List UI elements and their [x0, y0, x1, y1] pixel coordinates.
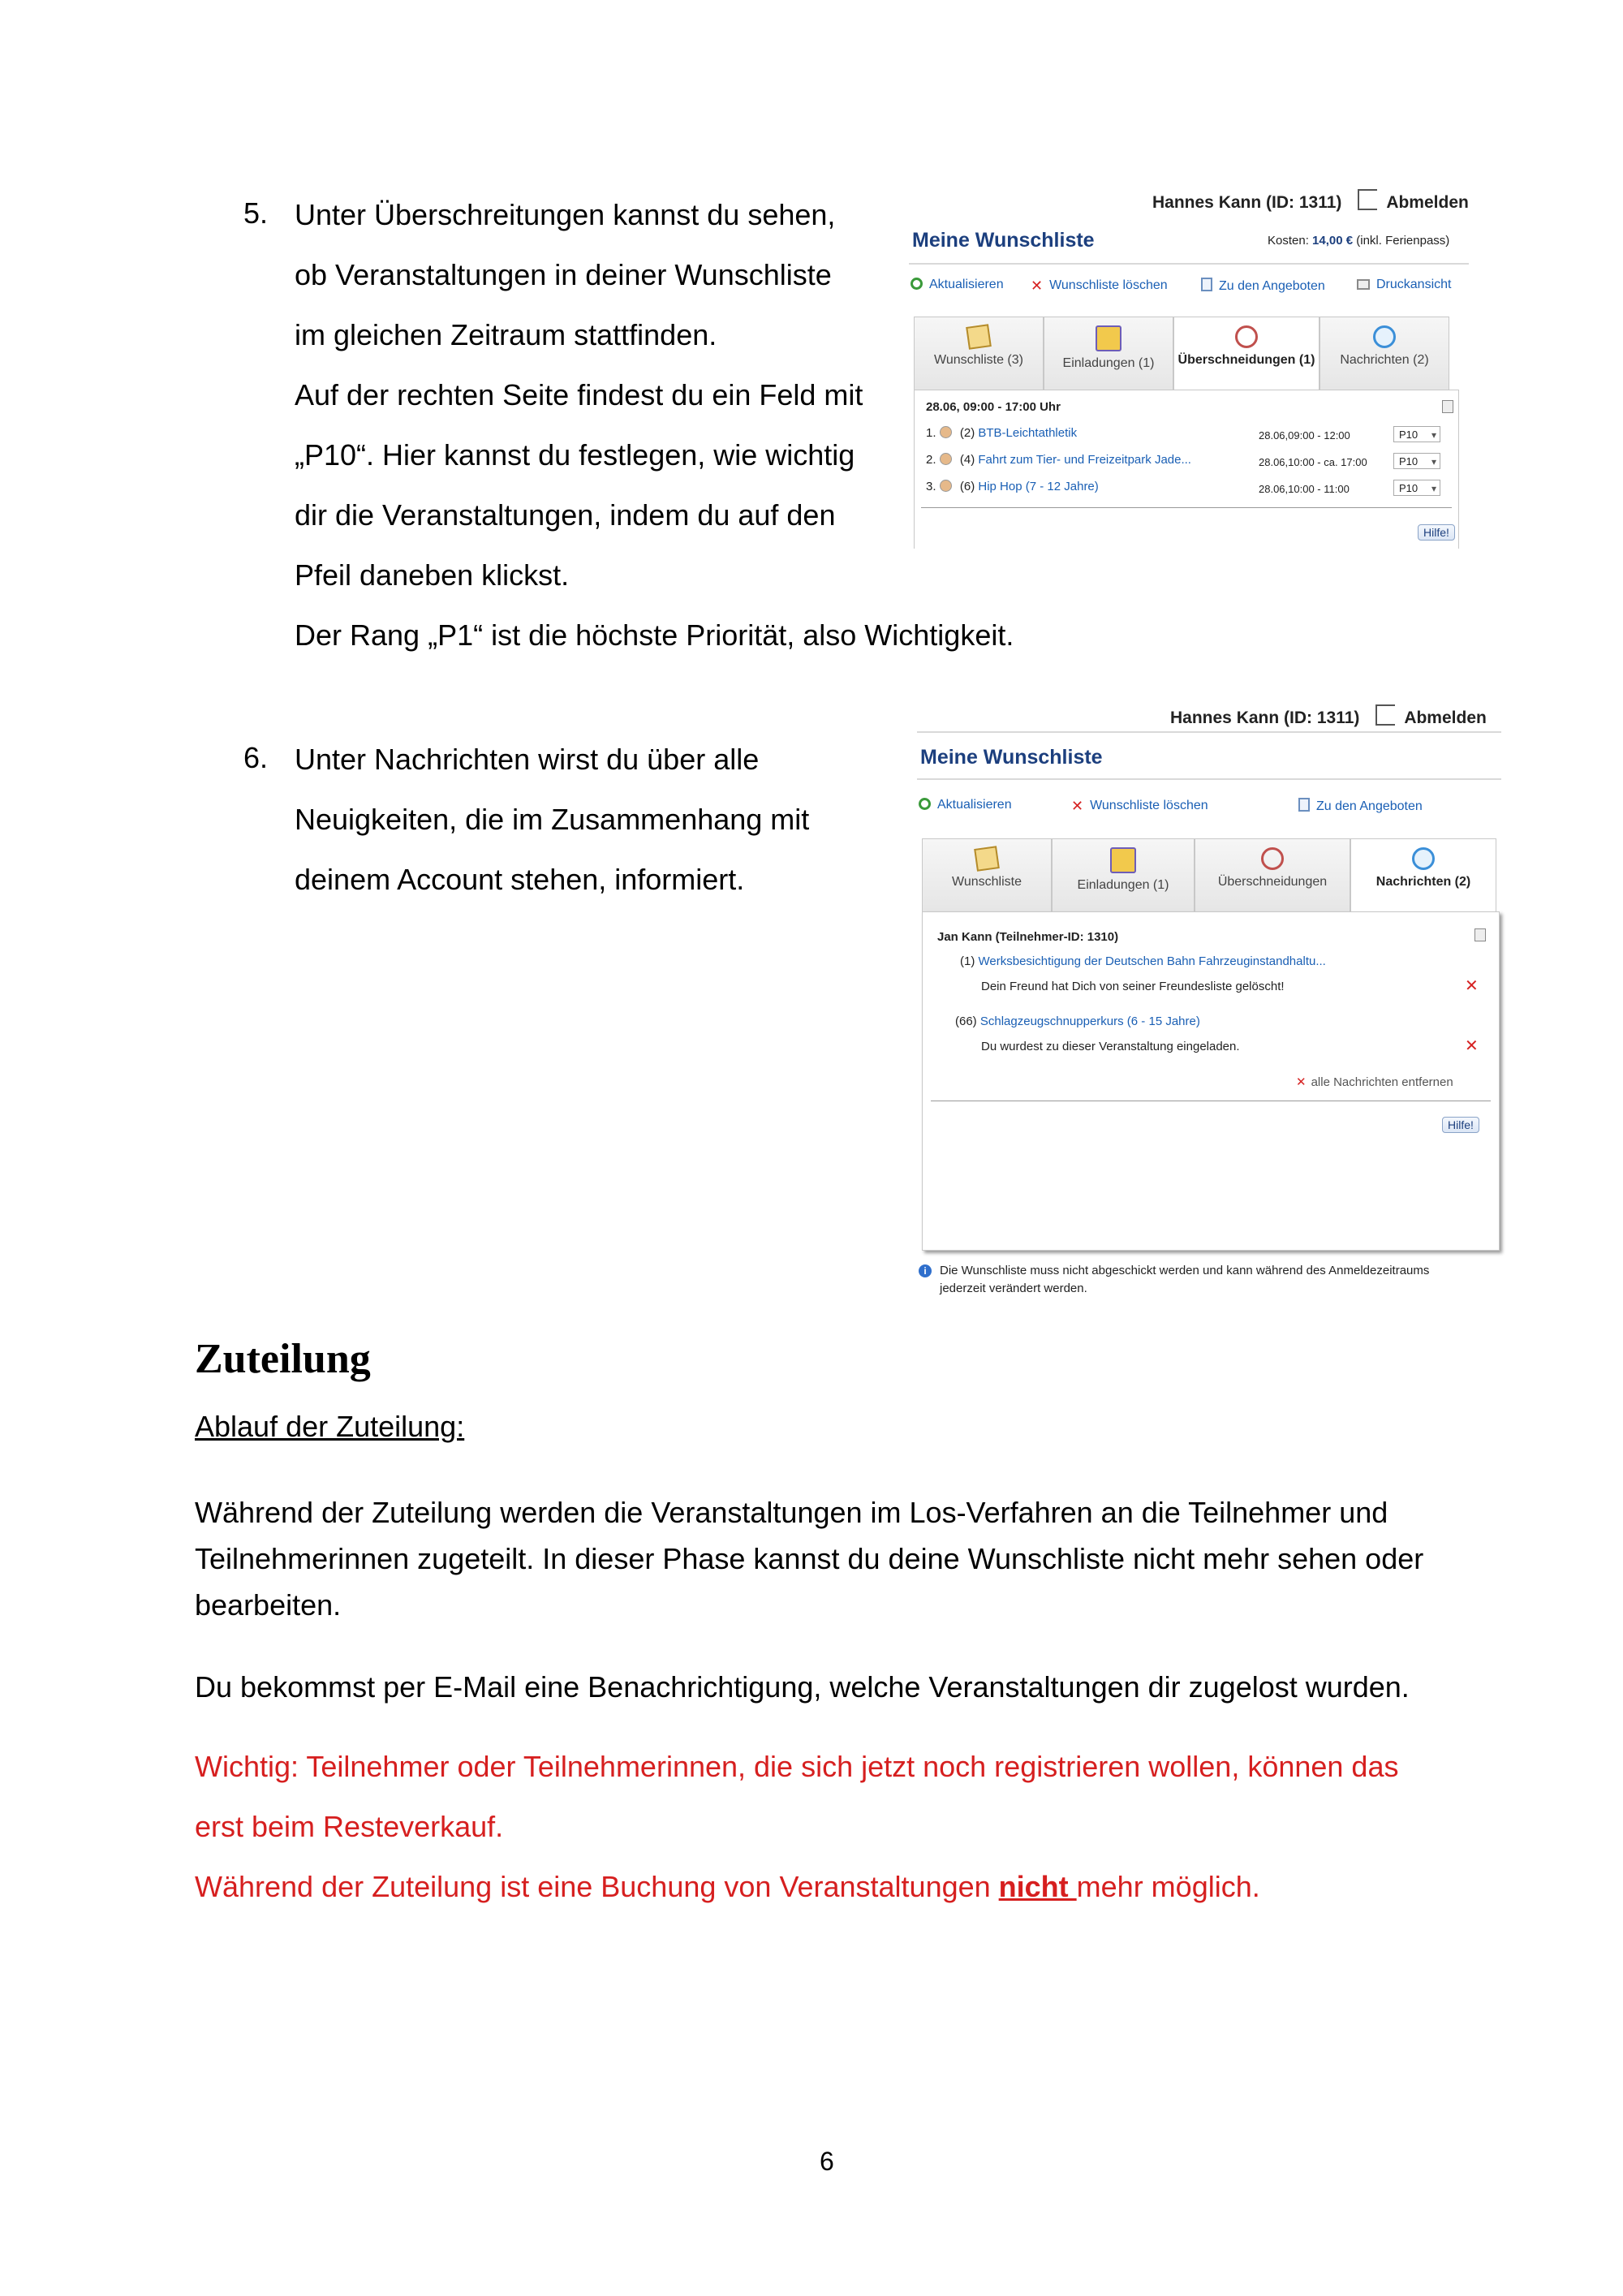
toolbar	[917, 798, 1501, 817]
delete-icon: ✕	[1071, 798, 1084, 814]
print-icon	[1357, 279, 1370, 290]
section-heading: Zuteilung	[195, 1336, 371, 1382]
logout-icon[interactable]	[1375, 704, 1395, 726]
tab-messages[interactable]	[1350, 838, 1496, 913]
clock-icon	[1261, 847, 1284, 870]
divider	[909, 263, 1469, 265]
priority-select[interactable]: P10 ▾	[1393, 426, 1440, 442]
divider	[921, 507, 1452, 508]
delete-label: Wunschliste löschen	[1090, 799, 1208, 812]
step-5-line: im gleichen Zeitraum stattfinden.	[295, 318, 717, 351]
warning-text: mehr möglich.	[1076, 1870, 1260, 1903]
message-event	[960, 954, 1326, 968]
info-note-line: Die Wunschliste muss nicht abgeschickt werden und kann während des Anmeldezeitraums	[940, 1264, 1430, 1277]
event-link[interactable]: BTB-Leichtathletik	[978, 426, 1078, 440]
tab-invitations[interactable]	[1044, 317, 1173, 390]
logout-link[interactable]: Abmelden	[1386, 193, 1469, 212]
logout-icon[interactable]	[1358, 189, 1377, 210]
person-icon	[940, 426, 952, 438]
warning-booking	[195, 1857, 1574, 1917]
delete-label: Wunschliste löschen	[1049, 278, 1168, 292]
row-number: 1.	[926, 426, 936, 440]
collapse-icon[interactable]	[1442, 400, 1453, 413]
logout-link[interactable]: Abmelden	[1404, 709, 1487, 727]
wishlist-overlaps-screenshot	[909, 179, 1477, 552]
overlaps-panel	[914, 390, 1459, 549]
tab-messages[interactable]	[1319, 317, 1449, 390]
document-icon	[1298, 798, 1310, 812]
warning-line: Wichtig: Teilnehmer oder Teilnehmerinnen, die sich jetzt noch registrieren wollen, können das	[195, 1750, 1399, 1783]
cost-value: 14,00 €	[1312, 234, 1354, 248]
step-5-line: Pfeil daneben klickst.	[295, 558, 570, 592]
offers-button[interactable]	[1298, 798, 1423, 814]
overlap-row	[926, 480, 1099, 493]
info-icon: i	[919, 1264, 932, 1277]
remove-all-label: alle Nachrichten entfernen	[1311, 1075, 1453, 1089]
tab-invitations[interactable]	[1052, 838, 1195, 911]
paragraph-allocation: Während der Zuteilung werden die Veranstaltungen im Los-Verfahren an die Teilnehmer und Teilnehmerinnen zugeteilt. In dieser Phase kannst du deine Wunschliste nicht mehr sehen oder bearbeiten.	[195, 1496, 1424, 1622]
remove-icon: ✕	[1296, 1075, 1307, 1089]
warning-emphasis: nicht	[998, 1870, 1077, 1903]
tab-wishlist[interactable]	[922, 838, 1052, 911]
tab-label: Einladungen (1)	[1062, 356, 1155, 370]
tab-label: Wunschliste	[952, 875, 1022, 889]
tab-label: Wunschliste (3)	[934, 353, 1023, 367]
overlap-row	[926, 453, 1191, 467]
event-link[interactable]: Schlagzeugschnupperkurs (6 - 15 Jahre)	[979, 1014, 1200, 1028]
clock-icon	[1235, 325, 1258, 348]
priority-select[interactable]: P10 ▾	[1393, 480, 1440, 496]
event-id: (66)	[955, 1014, 977, 1028]
remove-all-messages[interactable]	[1296, 1075, 1453, 1089]
event-link[interactable]: Hip Hop (7 - 12 Jahre)	[978, 480, 1099, 493]
cost-label: Kosten:	[1268, 234, 1309, 248]
delete-message-icon[interactable]: ✕	[1465, 977, 1479, 995]
step-5-line: „P10“. Hier kannst du festlegen, wie wichtig	[295, 438, 855, 472]
cost-info	[1268, 234, 1449, 248]
user-name: Hannes Kann (ID: 1311)	[1170, 709, 1360, 727]
pencil-icon	[966, 324, 992, 350]
tab-overlaps[interactable]	[1173, 317, 1319, 391]
help-button[interactable]: Hilfe!	[1418, 524, 1455, 541]
step-5-line: dir die Veranstaltungen, indem du auf den	[295, 498, 836, 532]
info-note-line: jederzeit verändert werden.	[940, 1282, 1087, 1295]
event-id: (2)	[959, 426, 975, 440]
event-time: 28.06,09:00 - 12:00	[1259, 429, 1350, 442]
cost-note: (inkl. Ferienpass)	[1356, 234, 1450, 248]
offers-label: Zu den Angeboten	[1316, 799, 1423, 813]
warning-line: erst beim Resteverkauf.	[195, 1810, 504, 1843]
message-text: Dein Freund hat Dich von seiner Freundesliste gelöscht!	[981, 980, 1285, 993]
event-time: 28.06,10:00 - ca. 17:00	[1259, 456, 1367, 468]
chat-bubble-icon	[1373, 325, 1396, 348]
wishlist-messages-screenshot	[917, 694, 1509, 1311]
section-subheading: Ablauf der Zuteilung:	[195, 1410, 465, 1443]
tab-overlaps[interactable]	[1195, 838, 1350, 911]
help-button[interactable]: Hilfe!	[1442, 1117, 1479, 1133]
tab-label: Nachrichten (2)	[1340, 353, 1429, 367]
pencil-icon	[974, 846, 1000, 872]
priority-select[interactable]: P10 ▾	[1393, 453, 1440, 469]
step-5-text	[295, 185, 1014, 666]
collapse-icon[interactable]	[1474, 928, 1486, 941]
document-icon	[1201, 278, 1212, 291]
step-6-text	[295, 730, 809, 910]
message-text: Du wurdest zu dieser Veranstaltung eingeladen.	[981, 1040, 1240, 1053]
step-6-line: deinem Account stehen, informiert.	[295, 863, 745, 896]
event-id: (4)	[959, 453, 975, 467]
tab-bar	[914, 317, 1449, 391]
refresh-button[interactable]	[911, 278, 1004, 292]
warning-registration	[195, 1737, 1574, 1857]
messages-panel	[922, 911, 1500, 1251]
delete-wishlist-button[interactable]	[1031, 278, 1168, 293]
step-6-line: Unter Nachrichten wirst du über alle	[295, 743, 760, 776]
step-6-line: Neuigkeiten, die im Zusammenhang mit	[295, 803, 810, 836]
refresh-label: Aktualisieren	[937, 798, 1012, 812]
tab-label: Nachrichten (2)	[1375, 875, 1471, 889]
chat-bubble-icon	[1412, 847, 1435, 870]
event-link[interactable]: Werksbesichtigung der Deutschen Bahn Fahrzeuginstandhaltu...	[978, 954, 1326, 968]
step-5-line: Der Rang „P1“ ist die höchste Priorität, also Wichtigkeit.	[295, 618, 1014, 652]
refresh-label: Aktualisieren	[929, 278, 1004, 291]
overlap-row	[926, 426, 1077, 440]
divider	[917, 778, 1501, 780]
offers-label: Zu den Angeboten	[1219, 279, 1325, 293]
delete-icon: ✕	[1031, 278, 1044, 294]
step-5-line: Unter Überschreitungen kannst du sehen,	[295, 198, 836, 231]
wishlist-title: Meine Wunschliste	[920, 746, 1103, 769]
event-link[interactable]: Fahrt zum Tier- und Freizeitpark Jade...	[978, 453, 1191, 467]
tab-bar	[922, 838, 1496, 913]
tab-label: Einladungen (1)	[1077, 878, 1169, 892]
tab-label: Überschneidungen (1)	[1177, 353, 1315, 367]
message-event	[955, 1014, 1200, 1028]
mail-icon	[1110, 847, 1136, 873]
warning-text: Während der Zuteilung ist eine Buchung von Veranstaltungen	[195, 1870, 999, 1903]
delete-message-icon[interactable]: ✕	[1465, 1037, 1479, 1055]
step-6-number: 6.	[243, 741, 269, 774]
group-header: 28.06, 09:00 - 17:00 Uhr	[926, 400, 1061, 414]
refresh-icon	[919, 798, 931, 810]
message-sender: Jan Kann (Teilnehmer-ID: 1310)	[937, 930, 1119, 944]
row-number: 2.	[926, 453, 936, 467]
tab-label: Überschneidungen	[1217, 875, 1328, 889]
user-info	[1152, 187, 1469, 213]
wishlist-title: Meine Wunschliste	[912, 229, 1095, 252]
info-note	[919, 1262, 1429, 1298]
page-number: 6	[820, 2147, 834, 2176]
mail-icon	[1096, 325, 1121, 351]
event-id: (6)	[959, 480, 975, 493]
row-number: 3.	[926, 480, 936, 493]
print-label: Druckansicht	[1376, 278, 1452, 291]
refresh-button[interactable]	[919, 798, 1012, 812]
tab-wishlist[interactable]	[914, 317, 1044, 390]
divider	[917, 731, 1501, 733]
step-5-number: 5.	[243, 196, 269, 230]
event-time: 28.06,10:00 - 11:00	[1259, 483, 1350, 495]
step-5-line: Auf der rechten Seite findest du ein Feld mit	[295, 378, 863, 411]
print-view-button[interactable]	[1357, 278, 1451, 292]
event-id: (1)	[960, 954, 975, 968]
user-info	[1170, 702, 1487, 728]
person-icon	[940, 480, 952, 492]
paragraph-email: Du bekommst per E-Mail eine Benachrichtigung, welche Veranstaltungen dir zugelost wurden.	[195, 1670, 1410, 1704]
offers-button[interactable]	[1201, 278, 1325, 294]
refresh-icon	[911, 278, 923, 290]
delete-wishlist-button[interactable]	[1071, 798, 1208, 813]
user-name: Hannes Kann (ID: 1311)	[1152, 193, 1342, 212]
person-icon	[940, 453, 952, 465]
toolbar	[909, 278, 1469, 297]
step-5-line: ob Veranstaltungen in deiner Wunschliste	[295, 258, 832, 291]
